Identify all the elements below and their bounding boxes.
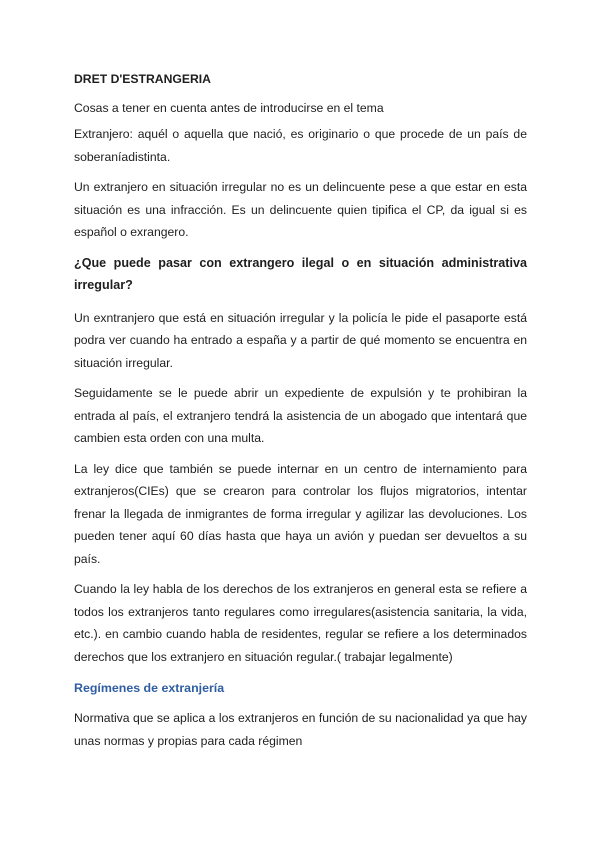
document-title: DRET D'ESTRANGERIA — [74, 72, 211, 86]
definition-paragraph: Extranjero: aquél o aquella que nació, es originario o que procede de un país de soberaníadistinta. — [74, 127, 527, 164]
question-heading: ¿Que puede pasar con extrangero ilegal o en situación administrativa irregular? — [74, 255, 527, 292]
section-heading: Regímenes de extranjería — [74, 681, 225, 695]
irregular-situation-paragraph: Un extranjero en situación irregular no es un delincuente pese a que estar en esta situación es una infracción. Es un delincuente quien tipifica el CP, da igual si es español o exrangero. — [74, 180, 527, 239]
document-page — [74, 70, 527, 760]
internment-paragraph: La ley dice que también se puede internar en un centro de internamiento para extranjeros(CIEs) que se crearon para controlar los flujos migratorios, intentar frenar la llegada de inmigrantes de forma irregular y agilizar las devoluciones. Los pueden tener aquí 60 días hasta que haya un avión y puedan ser devueltos a su país. — [74, 461, 527, 566]
intro-paragraph: Cosas a tener en cuenta antes de introducirse en el tema — [74, 101, 384, 115]
regimes-paragraph: Normativa que se aplica a los extranjeros en función de su nacionalidad ya que hay unas normas y propias para cada régimen — [74, 711, 527, 748]
rights-paragraph: Cuando la ley habla de los derechos de los extranjeros en general esta se refiere a todos los extranjeros tanto regulares como irregulares(asistencia sanitaria, la vida, etc.). en cambio cuando habla de residentes, regular se refiere a los determinados derechos que los extranjero en situación regular.( trabajar legalmente) — [74, 582, 527, 664]
expulsion-paragraph: Seguidamente se le puede abrir un expediente de expulsión y te prohibiran la entrada al país, el extranjero tendrá la asistencia de un abogado que intentará que cambien esta orden con una multa. — [74, 386, 527, 445]
passport-paragraph: Un exntranjero que está en situación irregular y la policía le pide el pasaporte está podra ver cuando ha entrado a españa y a partir de qué momento se encuentra en situación irregular. — [74, 310, 527, 370]
